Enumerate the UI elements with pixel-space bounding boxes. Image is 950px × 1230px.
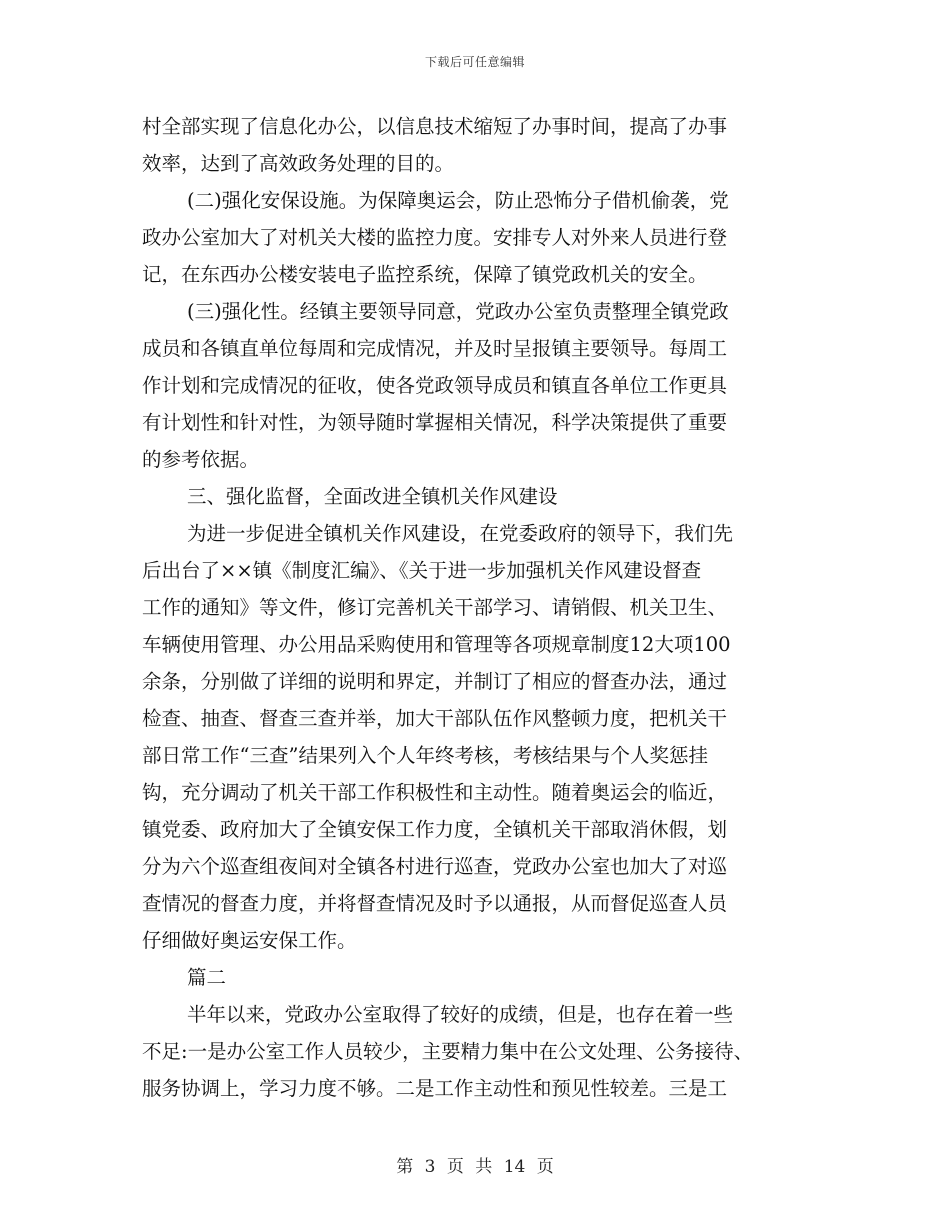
section-heading: 三、强化监督，全面改进全镇机关作风建设: [187, 485, 558, 508]
text-line: 村全部实现了信息化办公，以信息技术缩短了办事时间，提高了办事: [142, 115, 728, 138]
text-line: 余条，分别做了详细的说明和界定，并制订了相应的督查办法，通过: [142, 670, 728, 693]
text-line: 工作的通知》等文件，修订完善机关干部学习、请销假、机关卫生、: [142, 596, 728, 619]
page-header: 下载后可任意编辑: [424, 55, 525, 69]
text-line: 部日常工作“三查”结果列入个人年终考核，考核结果与个人奖惩挂: [142, 744, 708, 767]
text-line: (三)强化性。经镇主要领导同意，党政办公室负责整理全镇党政: [187, 300, 729, 323]
text-line: 政办公室加大了对机关大楼的监控力度。安排专人对外来人员进行登: [142, 226, 728, 249]
text-line: 仔细做好奥运安保工作。: [142, 929, 357, 952]
text-line: 后出台了××镇《制度汇编》、《关于进一步加强机关作风建设督查: [142, 559, 702, 582]
text-line: 效率，达到了高效政务处理的目的。: [142, 152, 455, 175]
text-line: 成员和各镇直单位每周和完成情况，并及时呈报镇主要领导。每周工: [142, 337, 728, 360]
body-text: [142, 108, 810, 1107]
text-line: 检查、抽查、督查三查并举，加大干部队伍作风整顿力度，把机关干: [142, 707, 728, 730]
page-footer: 第 3 页 共 14 页: [396, 1157, 554, 1177]
text-line: 记，在东西办公楼安装电子监控系统，保障了镇党政机关的安全。: [142, 263, 708, 286]
text-line: 的参考依据。: [142, 448, 260, 471]
text-line: 有计划性和针对性，为领导随时掌握相关情况，科学决策提供了重要: [142, 411, 728, 434]
text-line: 为进一步促进全镇机关作风建设，在党委政府的领导下，我们先: [187, 522, 734, 545]
text-line: 镇党委、政府加大了全镇安保工作力度，全镇机关干部取消休假，划: [142, 818, 728, 841]
text-line: 服务协调上，学习力度不够。二是工作主动性和预见性较差。三是工: [142, 1077, 728, 1100]
text-line: 不足:一是办公室工作人员较少，主要精力集中在公文处理、公务接待、: [142, 1040, 754, 1063]
text-line: (二)强化安保设施。为保障奥运会，防止恐怖分子借机偷袭，党: [187, 189, 729, 212]
text-line: 车辆使用管理、办公用品采购使用和管理等各项规章制度12大项100: [142, 633, 731, 656]
text-line: 作计划和完成情况的征收，使各党政领导成员和镇直各单位工作更具: [142, 374, 728, 397]
text-line: 钩，充分调动了机关干部工作积极性和主动性。随着奥运会的临近，: [142, 781, 728, 804]
section-heading: 篇二: [187, 966, 227, 989]
text-line: 分为六个巡查组夜间对全镇各村进行巡查，党政办公室也加大了对巡: [142, 855, 728, 878]
text-line: 查情况的督查力度，并将督查情况及时予以通报，从而督促巡查人员: [142, 892, 728, 915]
text-line: 半年以来，党政办公室取得了较好的成绩，但是，也存在着一些: [187, 1003, 734, 1026]
